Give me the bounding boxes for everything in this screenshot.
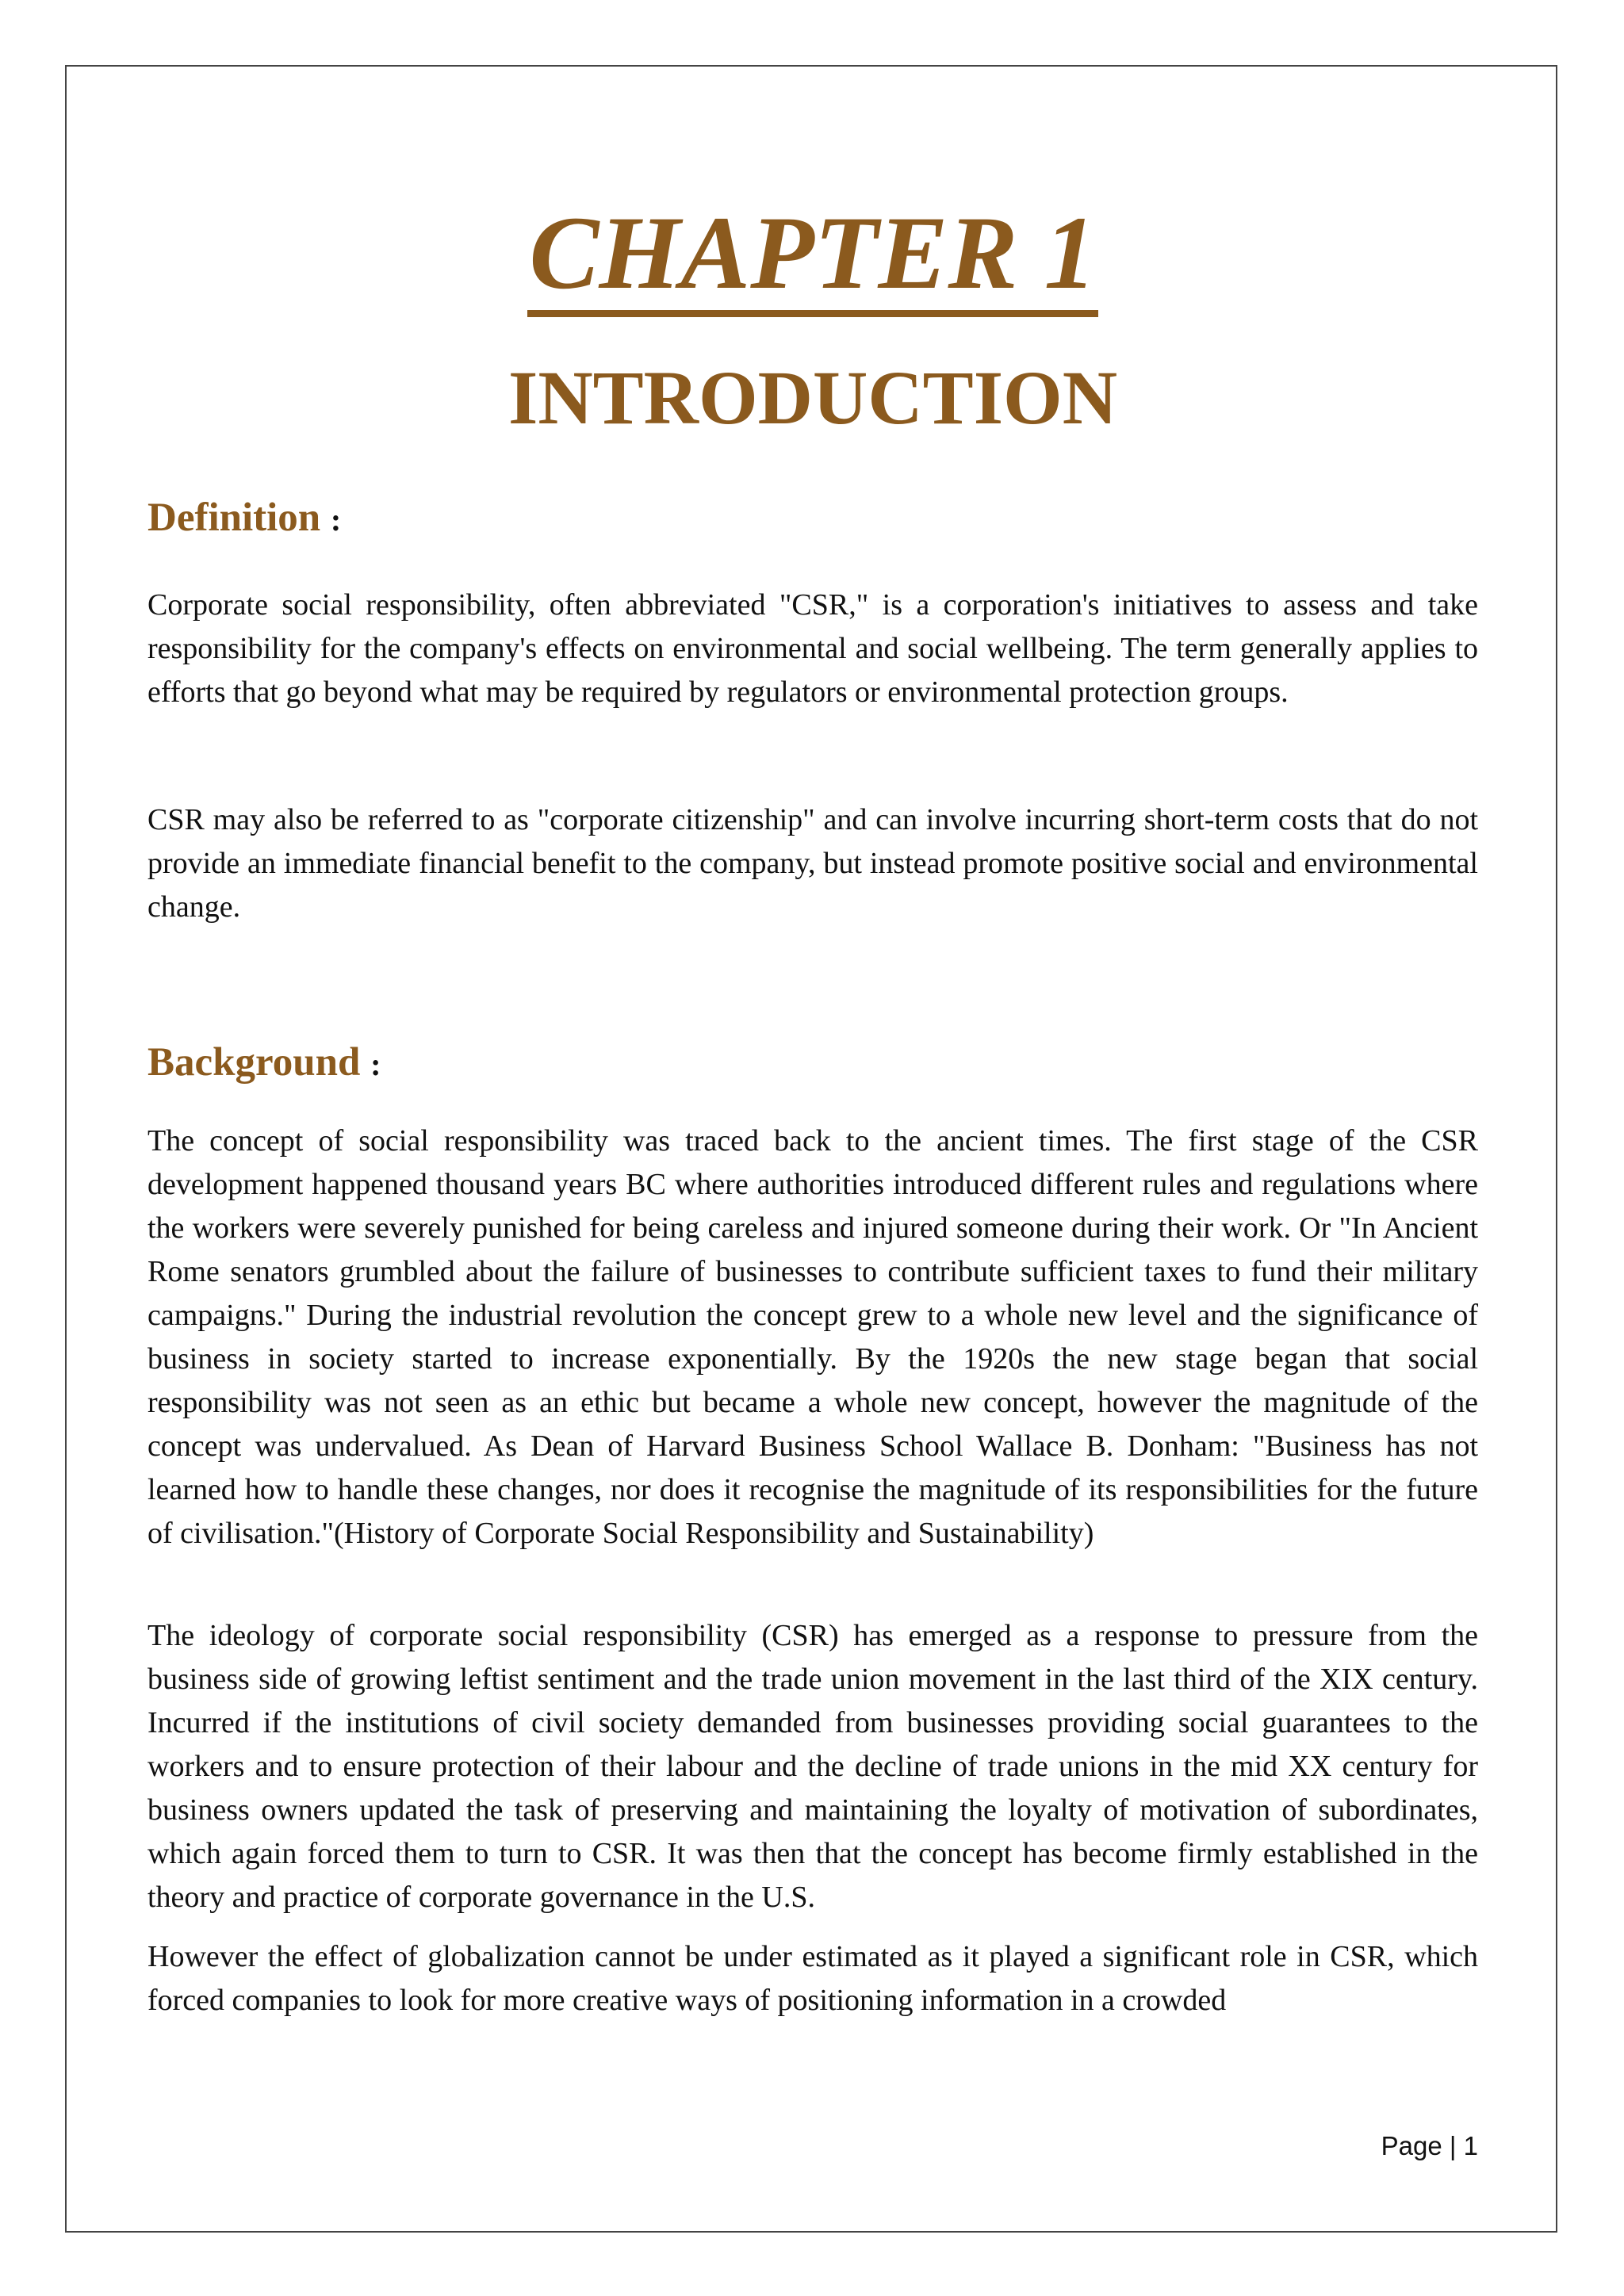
definition-heading-text: Definition xyxy=(147,496,321,540)
background-heading-colon: : xyxy=(370,1047,381,1082)
definition-paragraph-2: CSR may also be referred to as "corporate citizenship" and can involve incurring short-term costs that do not provide an immediate financial benefit to the company, but instead promote positive social and environmental change. xyxy=(147,803,1478,924)
page-number: Page | 1 xyxy=(1381,2131,1478,2160)
background-paragraph-3: However the effect of globalization cannot be under estimated as it played a significant role in CSR, which forced companies to look for more creative ways of positioning information in a crowded xyxy=(147,1940,1478,2017)
section-title: INTRODUCTION xyxy=(508,355,1118,440)
background-paragraph-2: The ideology of corporate social responsibility (CSR) has emerged as a response to pressure from the business side of growing leftist sentiment and the trade union movement in the last third of the XIX century. Incurred if the institutions of civil society demanded from businesses providing social guarantees to the workers and to ensure protection of their labour and the decline of trade unions in the mid XX century for business owners updated the task of preserving and maintaining the loyalty of motivation of subordinates, which again forced them to turn to CSR. It was then that the concept has become firmly established in the theory and practice of corporate governance in the U.S. xyxy=(147,1619,1478,1914)
chapter-title xyxy=(147,194,1478,317)
chapter-label: CHAPTER 1 xyxy=(527,200,1097,317)
background-paragraph-1: The concept of social responsibility was traced back to the ancient times. The first stage of the CSR development happened thousand years BC where authorities introduced different rules and regulations where the workers were severely punished for being careless and injured someone during their work. Or "In Ancient Rome senators grumbled about the failure of businesses to contribute sufficient taxes to fund their military campaigns." During the industrial revolution the concept grew to a whole new level and the significance of business in society started to increase exponentially. By the 1920s the new stage began that social responsibility was not seen as an ethic but became a whole new concept, however the magnitude of the concept was undervalued. As Dean of Harvard Business School Wallace B. Donham: "Business has not learned how to handle these changes, nor does it recognise the magnitude of its responsibilities for the future of civilisation."(History of Corporate Social Responsibility and Sustainability) xyxy=(147,1124,1478,1550)
definition-heading xyxy=(147,498,341,538)
background-heading-text: Background xyxy=(147,1040,361,1085)
background-heading xyxy=(147,1040,381,1085)
definition-heading-colon: : xyxy=(330,502,342,538)
definition-paragraph-1: Corporate social responsibility, often abbreviated "CSR," is a corporation's initiatives to assess and take responsibility for the company's effects on environmental and social wellbeing. The term generally applies to efforts that go beyond what may be required by regulators or environmental protection groups. xyxy=(147,588,1478,709)
